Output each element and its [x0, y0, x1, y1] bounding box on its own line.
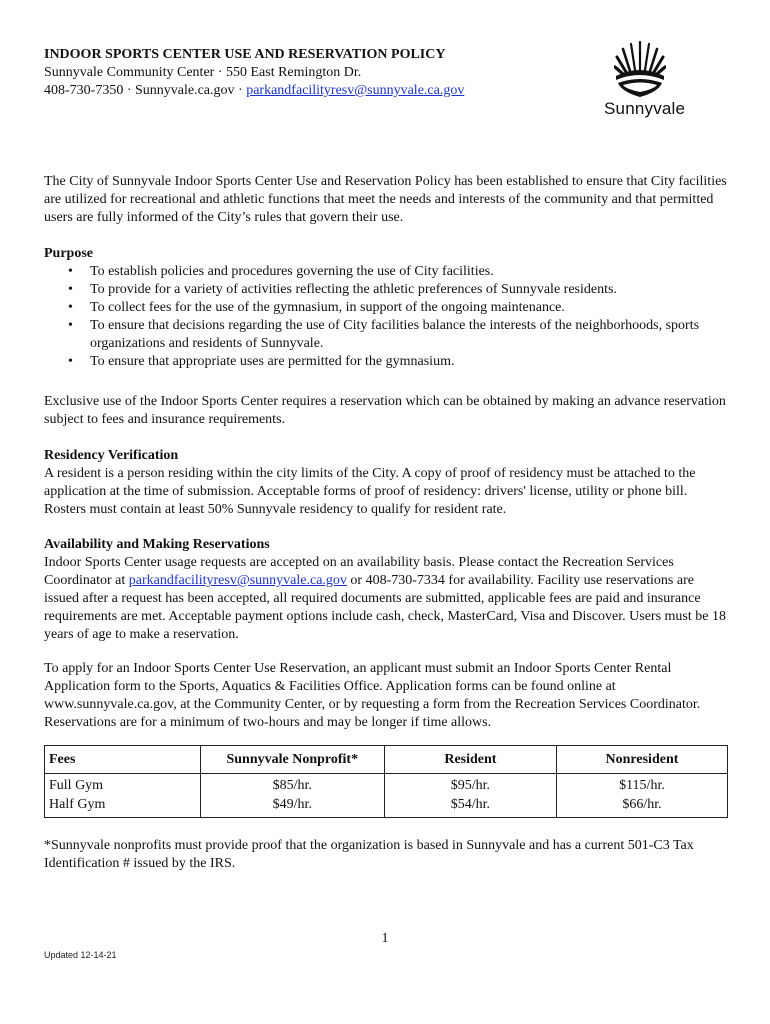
availability-heading: Availability and Making Reservations	[44, 537, 270, 552]
header-email-link[interactable]: parkandfacilityresv@sunnyvale.ca.gov	[246, 83, 465, 98]
document-title: INDOOR SPORTS CENTER USE AND RESERVATION POLICY	[44, 47, 446, 62]
purpose-section	[44, 245, 728, 371]
exclusive-use-paragraph: Exclusive use of the Indoor Sports Center requires a reservation which can be obtained by making an advance reservation subject to fees and insurance requirements.	[44, 394, 726, 427]
intro-paragraph: The City of Sunnyvale Indoor Sports Center Use and Reservation Policy has been established to ensure that City facilities are utilized for recreational and athletic functions that meet the needs and interests of the community and that permitted users are fully informed of the City’s rules that govern their use.	[44, 174, 727, 225]
availability-email-link[interactable]: parkandfacilityresv@sunnyvale.ca.gov	[128, 573, 347, 588]
logo-wordmark: Sunnyvale	[604, 99, 686, 118]
contact-line	[44, 82, 464, 100]
sunburst-logo-icon	[614, 40, 666, 98]
nonresident-header: Nonresident	[556, 746, 727, 774]
page-number: 1	[381, 931, 389, 946]
table-cell: $49/hr.	[200, 796, 384, 818]
list-item: • To provide for a variety of activities reflecting the athletic preferences of Sunnyvale residents.	[44, 281, 728, 299]
residency-section	[44, 447, 728, 519]
availability-text-after: or 408-730-7334 for availability. Facility use reservations are issued after a request has been accepted, all required documents are submitted, applicable fees are paid and insurance requirements are met. Acceptable payment options include cash, check, MasterCard, Visa and Discover. Users must be 18 years of age to make a reservation.	[44, 573, 726, 642]
resident-header: Resident	[384, 746, 556, 774]
exclusive-use-section	[44, 393, 728, 429]
availability-paragraph	[44, 554, 728, 644]
purpose-list	[44, 263, 728, 371]
table-cell: Full Gym	[45, 774, 201, 797]
document-header	[44, 46, 464, 100]
availability-section	[44, 536, 728, 644]
apply-section	[44, 660, 728, 732]
table-row	[45, 774, 728, 797]
contact-prefix: 408-730-7350 · Sunnyvale.ca.gov ·	[44, 83, 247, 98]
table-cell: $54/hr.	[384, 796, 556, 818]
table-cell: $115/hr.	[556, 774, 727, 797]
footnote-section	[44, 837, 728, 873]
table-cell: $85/hr.	[200, 774, 384, 797]
intro-section	[44, 173, 728, 227]
footnote-paragraph: *Sunnyvale nonprofits must provide proof that the organization is based in Sunnyvale and has a current 501-C3 Tax Identification # issued by the IRS.	[44, 838, 694, 871]
fees-table	[44, 745, 728, 818]
table-cell: $95/hr.	[384, 774, 556, 797]
list-item: • To ensure that decisions regarding the use of City facilities balance the interests of the neighborhoods, sports organizations and residents of Sunnyvale.	[44, 317, 728, 353]
table-row	[45, 796, 728, 818]
address-line: Sunnyvale Community Center · 550 East Remington Dr.	[44, 65, 362, 80]
updated-date: Updated 12-14-21	[44, 950, 117, 960]
list-item: • To ensure that appropriate uses are permitted for the gymnasium.	[44, 353, 728, 371]
list-item: • To collect fees for the use of the gymnasium, in support of the ongoing maintenance.	[44, 299, 728, 317]
table-cell: Half Gym	[45, 796, 201, 818]
residency-heading: Residency Verification	[44, 448, 179, 463]
residency-paragraph: A resident is a person residing within the city limits of the City. A copy of proof of residency must be attached to the application at the time of submission. Acceptable forms of proof of residency: drivers' license, utility or phone bill. Rosters must contain at least 50% Sunnyvale residency to qualify for resident rate.	[44, 466, 696, 517]
fees-header: Fees	[45, 746, 201, 774]
sunnyvale-logo	[604, 40, 686, 124]
nonprofit-header: Sunnyvale Nonprofit*	[200, 746, 384, 774]
list-item: • To establish policies and procedures governing the use of City facilities.	[44, 263, 728, 281]
apply-paragraph: To apply for an Indoor Sports Center Use Reservation, an applicant must submit an Indoor Sports Center Rental Application form to the Sports, Aquatics & Facilities Office. Application forms can be found online at www.sunnyvale.ca.gov, at the Community Center, or by requesting a form from the Recreation Services Coordinator. Reservations are for a minimum of two-hours and may be longer if time allows.	[44, 661, 701, 730]
purpose-heading: Purpose	[44, 246, 93, 261]
table-cell: $66/hr.	[556, 796, 727, 818]
availability-text-before: Indoor Sports Center usage requests are accepted on an availability basis. Please contact the Recreation Services Coordinator at	[44, 555, 674, 588]
table-header-row	[45, 746, 728, 774]
